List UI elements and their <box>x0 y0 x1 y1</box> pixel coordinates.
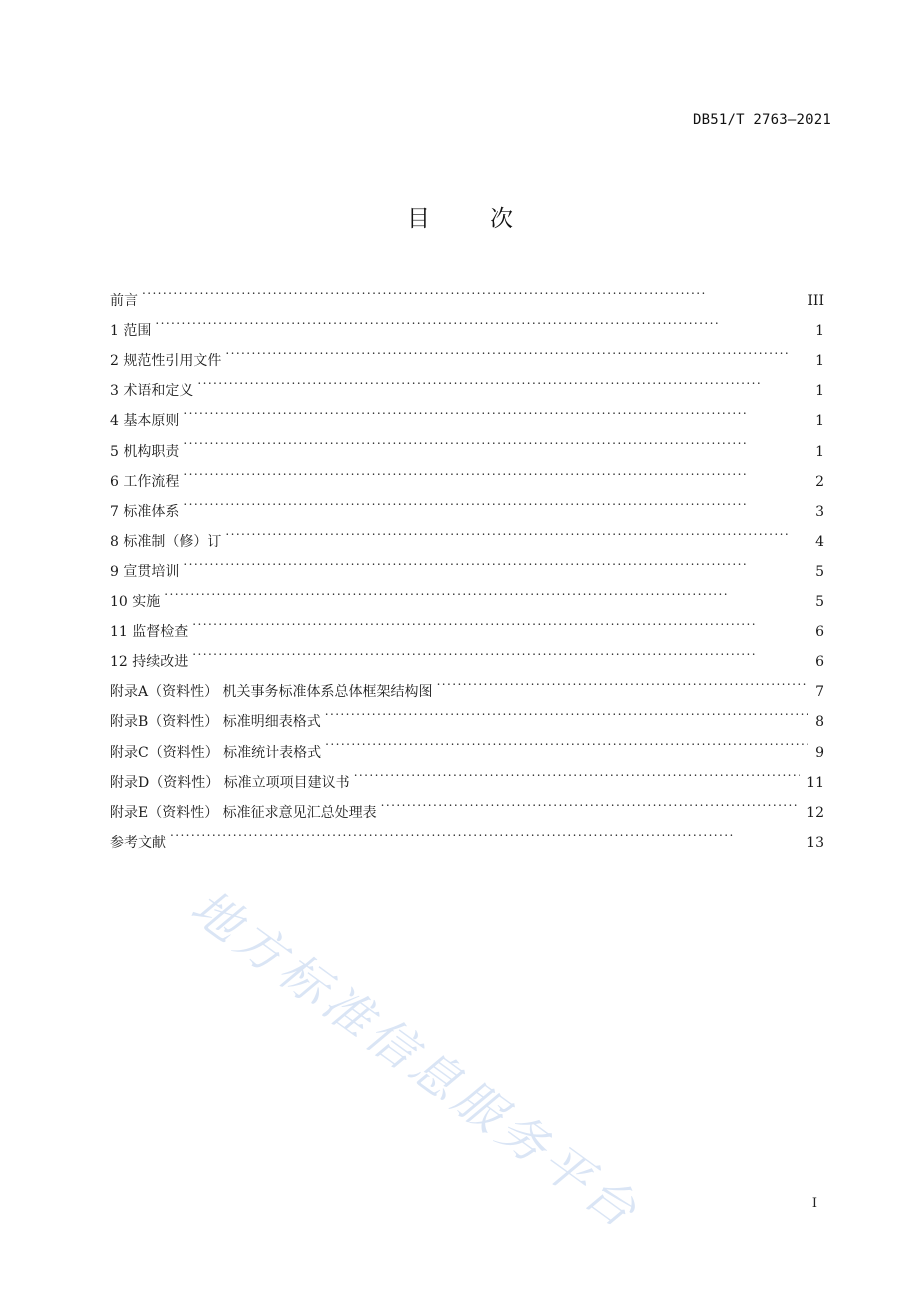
toc-entry-responsibilities[interactable] <box>110 425 824 460</box>
watermark: 地方标准信息服务平台 <box>180 878 651 1242</box>
toc-entry-label: 附录E（资料性） 标准征求意见汇总处理表 <box>110 804 377 821</box>
dot-leader <box>225 516 808 546</box>
toc-entry-page: 1 <box>815 383 824 400</box>
toc-entry-label: 1 范围 <box>110 323 152 340</box>
toc-entry-label: 4 基本原则 <box>110 413 180 430</box>
toc-entry-label: 12 持续改进 <box>110 654 189 671</box>
toc-entry-page: 12 <box>806 804 824 821</box>
toc-entry-label: 9 宣贯培训 <box>110 563 180 580</box>
toc-entry-page: 7 <box>815 684 824 701</box>
toc-entry-page: 5 <box>815 594 824 611</box>
dot-leader <box>225 335 808 365</box>
dot-leader <box>354 757 800 787</box>
dot-leader <box>183 425 808 455</box>
toc-entry-page: 1 <box>815 413 824 430</box>
toc-entry-label: 2 规范性引用文件 <box>110 353 222 370</box>
dot-leader <box>325 726 808 756</box>
toc-entry-label: 前言 <box>110 293 138 310</box>
dot-leader <box>325 696 808 726</box>
toc-entry-normative-references[interactable] <box>110 335 824 370</box>
toc-entry-page: 3 <box>815 503 824 520</box>
document-code: DB51/T 2763—2021 <box>692 112 831 128</box>
toc-entry-label: 附录A（资料性） 机关事务标准体系总体框架结构图 <box>110 684 433 701</box>
toc-entry-page: 6 <box>815 624 824 641</box>
toc-entry-label: 附录B（资料性） 标准明细表格式 <box>110 714 321 731</box>
dot-leader <box>192 606 808 636</box>
dot-leader <box>183 395 808 425</box>
toc-entry-page: 13 <box>806 834 824 851</box>
toc-entry-label: 附录D（资料性） 标准立项项目建议书 <box>110 774 350 791</box>
toc-entry-improvement[interactable] <box>110 636 824 671</box>
page-number: I <box>811 1196 817 1211</box>
dot-leader <box>142 275 801 305</box>
toc-entry-foreword[interactable] <box>110 275 824 310</box>
toc-entry-bibliography[interactable] <box>110 817 824 851</box>
toc-entry-appendix-a[interactable] <box>110 666 824 701</box>
toc-entry-page: 1 <box>815 443 824 460</box>
toc-entry-page: 1 <box>815 323 824 340</box>
toc-entry-page: 6 <box>815 654 824 671</box>
toc-entry-page: III <box>807 293 824 310</box>
dot-leader <box>183 546 808 576</box>
dot-leader <box>381 787 801 817</box>
toc-entry-page: 5 <box>815 563 824 580</box>
dot-leader <box>170 817 800 847</box>
page-title: 目次 <box>407 206 573 232</box>
toc-entry-supervision[interactable] <box>110 606 824 641</box>
toc-entry-standard-revision[interactable] <box>110 516 824 550</box>
toc-entry-page: 4 <box>815 533 824 550</box>
toc-entry-label: 参考文献 <box>110 834 166 851</box>
toc-entry-terms-definitions[interactable] <box>110 365 824 400</box>
toc-entry-label: 6 工作流程 <box>110 473 180 490</box>
toc-entry-label: 7 标准体系 <box>110 503 180 520</box>
toc-entry-training[interactable] <box>110 546 824 580</box>
dot-leader <box>183 486 808 516</box>
toc-entry-standard-system[interactable] <box>110 486 824 520</box>
toc-entry-scope[interactable] <box>110 305 824 340</box>
toc-entry-label: 3 术语和定义 <box>110 383 194 400</box>
dot-leader <box>197 365 808 395</box>
toc-entry-basic-principles[interactable] <box>110 395 824 430</box>
toc-entry-label: 8 标准制（修）订 <box>110 533 222 550</box>
toc-entry-label: 11 监督检查 <box>110 624 189 641</box>
toc-entry-page: 9 <box>815 744 824 761</box>
toc-entry-label: 10 实施 <box>110 594 161 611</box>
toc-entry-page: 8 <box>815 714 824 731</box>
toc-entry-workflow[interactable] <box>110 456 824 490</box>
dot-leader <box>437 666 808 696</box>
toc-entry-page: 11 <box>806 774 824 791</box>
dot-leader <box>164 576 808 606</box>
dot-leader <box>155 305 808 335</box>
toc-entry-page: 2 <box>815 473 824 490</box>
toc-entry-label: 5 机构职责 <box>110 443 180 460</box>
toc-entry-label: 附录C（资料性） 标准统计表格式 <box>110 744 322 761</box>
dot-leader <box>192 636 808 666</box>
toc-entry-page: 1 <box>815 353 824 370</box>
toc-entry-implementation[interactable] <box>110 576 824 611</box>
dot-leader <box>183 456 808 486</box>
table-of-contents <box>110 275 824 851</box>
